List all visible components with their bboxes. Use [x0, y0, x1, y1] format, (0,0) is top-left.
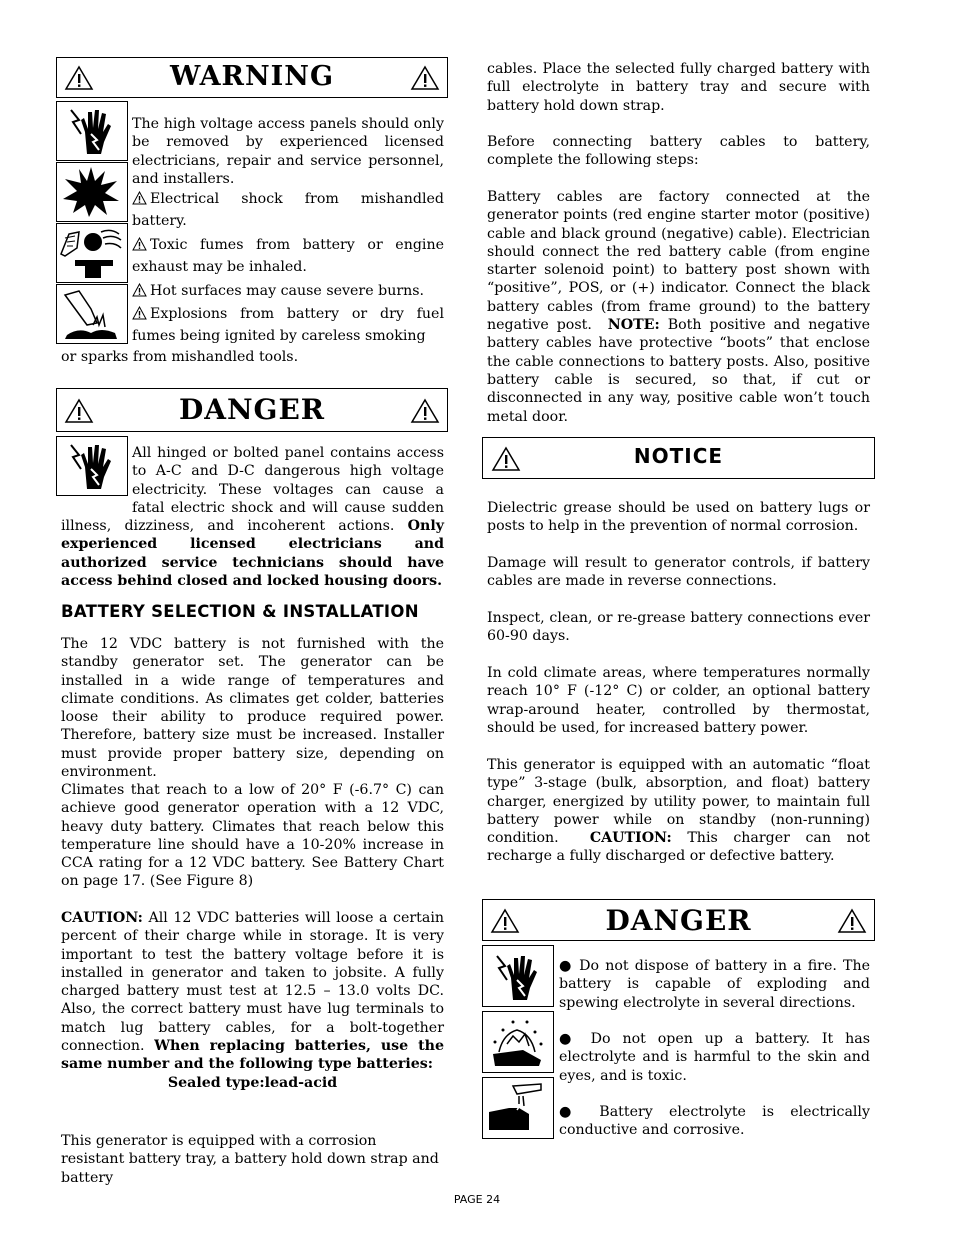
warning-item-explosions-text: Explosions from battery or dry fuel fumes being ignited by careless smoking	[132, 306, 444, 344]
caution-triangle-icon	[132, 283, 147, 297]
notice-p4: In cold climate areas, where temperatures normally reach 10° F (-12° C) or colder, an optional battery wrap-around heater, controlled by thermostat, should be used, for increased battery power.	[487, 665, 870, 736]
battery-explosion-icon	[482, 1011, 554, 1073]
warning-title: WARNING	[169, 61, 335, 92]
battery-p4: This generator is equipped with a corrosion resistant battery tray, a battery hold down strap and battery	[61, 1133, 439, 1186]
toxic-fumes-icon	[56, 223, 128, 283]
notice-banner	[482, 437, 875, 479]
notice-p5	[487, 756, 870, 866]
battery-p1: The 12 VDC battery is not furnished with the standby generator set. The generator can be installed in a wide range of temperatures and climate conditions. As climates get colder, batteries loose their ability to produce required power. Therefore, battery size must be increased. Installer must provide proper battery size, depending on environment.	[61, 636, 444, 781]
warning-item-burns	[132, 280, 444, 302]
warning-item-burns-text: Hot surfaces may cause severe burns.	[150, 283, 425, 299]
right-note-text: Both positive and negative battery cables have protective “boots” that enclose the cable connections to battery posts. Also, positive battery cable is secured, so that, if cut or disconnected in any way, positive cable won’t touch metal door.	[487, 317, 870, 425]
caution-triangle-icon	[132, 306, 147, 320]
warning-banner	[56, 57, 448, 98]
corrosive-liquid-icon	[482, 1077, 554, 1139]
notice-p3: Inspect, clean, or re-grease battery connections ever 60-90 days.	[487, 610, 870, 645]
danger1-text-a: All hinged or bolted panel contains access to A-C and D-C dangerous high voltage electricity. These voltages can cause a fatal electric shock and will cause sudden illness, dizziness, and incoherent actions.	[61, 445, 444, 535]
warning-item-shock	[132, 188, 444, 232]
right-p2: Before connecting battery cables to battery, complete the following steps:	[487, 134, 870, 169]
warning-triangle-icon	[410, 65, 440, 91]
notice-p5-text: This generator is equipped with an automatic “float type” 3-stage (bulk, absorption, and float) battery charger, energized by utility power, to maintain full battery power while on standby (non-running) condition.	[487, 757, 870, 847]
warning-item-explosions-cont: or sparks from mishandled tools.	[61, 349, 299, 365]
float-spacer	[61, 444, 132, 499]
warning-intro: The high voltage access panels should only be removed by experienced licensed electricians, repair and service personnel, and installers.	[132, 116, 444, 187]
danger1-text	[61, 444, 444, 590]
danger2-bullet-conductive: ● Battery electrolyte is electrically conductive and corrosive.	[559, 1104, 870, 1139]
battery-p2: Climates that reach to a low of 20° F (-6.7° C) can achieve good generator operation with a 12 VDC, heavy duty battery. Climates that reach below this temperature line should have a 10-20% increase in CCA rating for a 12 VDC battery. See Battery Chart on page 17. (See Figure 8)	[61, 782, 444, 890]
right-p3	[487, 188, 870, 426]
battery-p3-text: All 12 VDC batteries will loose a certain percent of their charge while in storage. It is very important to test the battery voltage before it is installed in generator and taken to jobsite. A fully charged battery must test at 12.5 – 13.0 volts DC. Also, the correct battery must have lug terminals to match lug battery cables, for a bolt-together connection.	[61, 910, 444, 1055]
warning-triangle-icon	[410, 398, 440, 424]
explosion-icon	[56, 162, 128, 222]
notice-title: NOTICE	[633, 444, 724, 468]
battery-p3-label: CAUTION:	[61, 910, 143, 926]
electric-shock-hand-icon	[56, 101, 128, 161]
right-p1: cables. Place the selected fully charged battery with full electrolyte in battery tray and secure with battery hold down strap.	[487, 61, 870, 114]
hot-surface-burn-icon	[56, 284, 128, 344]
right-p3-text: Battery cables are factory connected at the generator points (red engine starter motor (positive) cable and black ground (negative) cable). Electrician should connect the red battery cable (from engine starter solenoid point) to battery post shown with “positive”, POS, or (+) indicator. Connect the black battery cables (from frame ground) to the battery negative post.	[487, 189, 870, 334]
danger2-bullet-open: ● Do not open up a battery. It has electrolyte and is harmful to the skin and eyes, and is toxic.	[559, 1031, 870, 1084]
battery-type: Sealed type:lead-acid	[167, 1075, 338, 1091]
battery-p3	[61, 909, 444, 1074]
danger1-text-bold: Only experienced licensed electricians and authorized service technicians should have access behind closed and locked housing doors.	[61, 518, 444, 590]
warning-item-explosions	[132, 303, 444, 347]
warning-item-fumes-text: Toxic fumes from battery or engine exhaust may be inhaled.	[132, 237, 444, 275]
warning-item-shock-text: Electrical shock from mishandled battery.	[132, 191, 444, 229]
warning-triangle-icon	[837, 908, 867, 934]
notice-p1: Dielectric grease should be used on battery lugs or posts to help in the prevention of normal corrosion.	[487, 500, 870, 535]
danger-title: DANGER	[178, 393, 326, 426]
right-note-label: NOTE:	[607, 317, 660, 334]
battery-section-heading: BATTERY SELECTION & INSTALLATION	[61, 602, 419, 621]
page-number: PAGE 24	[453, 1193, 501, 1206]
danger2-bullet-fire: ● Do not dispose of battery in a fire. The battery is capable of exploding and spewing electrolyte in several directions.	[559, 958, 870, 1011]
battery-p3-bold: When replacing batteries, use the same number and the following type batteries:	[61, 1038, 445, 1073]
caution-triangle-icon	[132, 237, 147, 251]
danger2-title: DANGER	[605, 904, 752, 937]
caution-triangle-icon	[132, 191, 147, 205]
notice-p2: Damage will result to generator controls, if battery cables are made in reverse connections.	[487, 555, 870, 590]
warning-item-fumes	[132, 234, 444, 278]
electric-shock-hand-icon	[482, 945, 554, 1007]
notice-p5-tail: This charger can not recharge a fully discharged or defective battery.	[487, 830, 870, 865]
danger-banner-2	[482, 899, 875, 941]
danger-banner	[56, 388, 448, 432]
notice-p5-label: CAUTION:	[589, 830, 672, 847]
